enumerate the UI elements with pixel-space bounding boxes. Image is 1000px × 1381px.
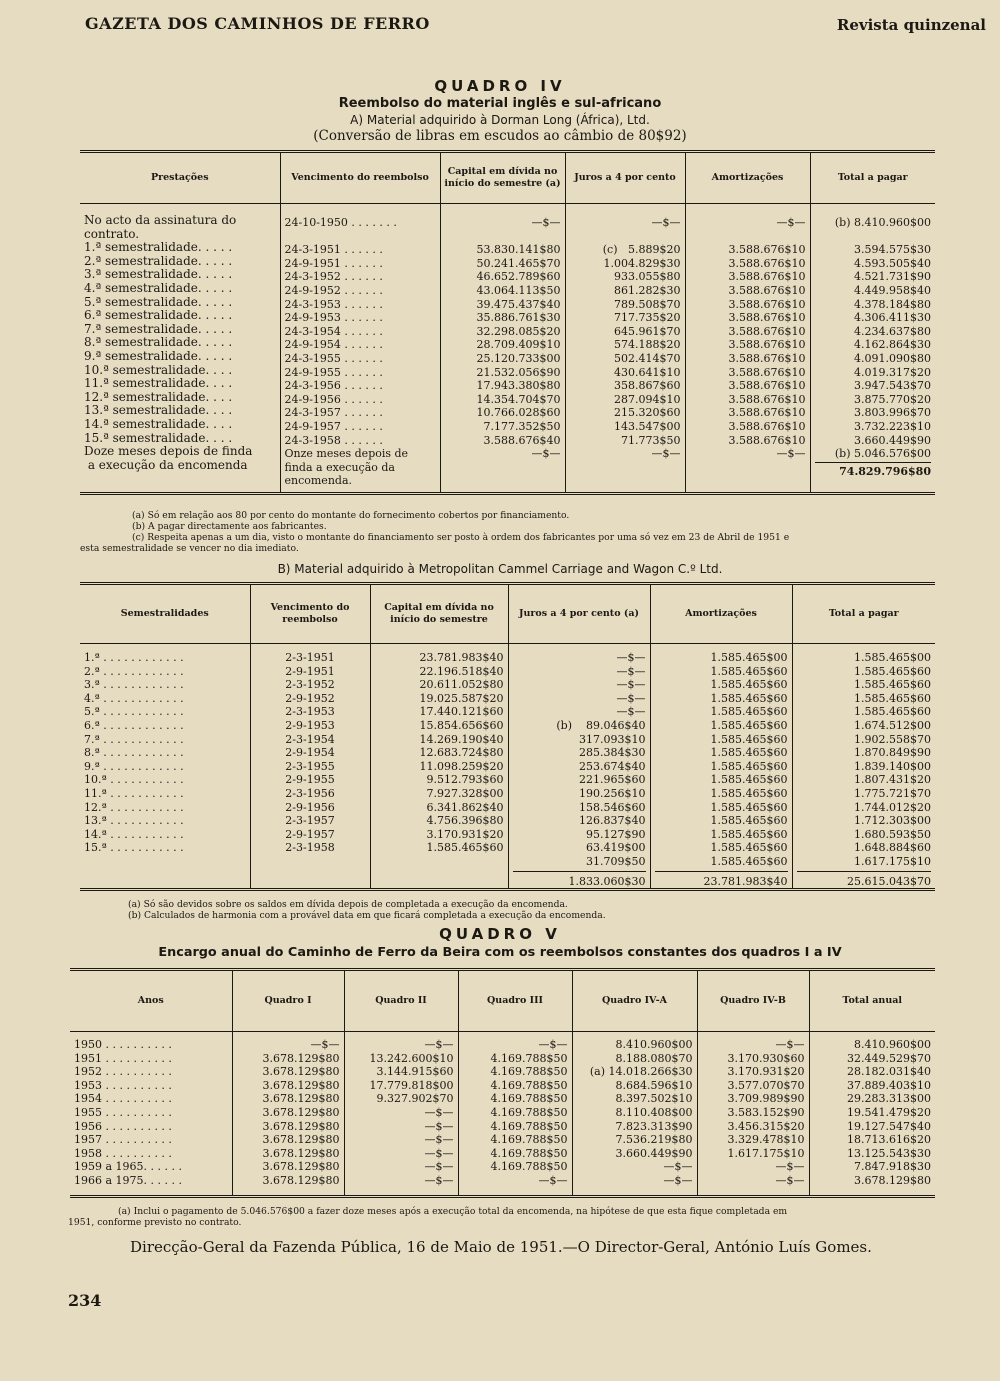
q4b-col-vencimento: 2-3-1951 2-9-1951 2-3-1952 2-9-1952 2-3-1953 2-9-1953 2-3-1954 2-9-1954 2-3-1955 2-9-1955 2-3-1956 2-9-1956 2-3-1957 2-9-1957 2-3-1958 xyxy=(250,644,370,890)
q4a-col-amortizacoes: —$— 3.588.676$10 3.588.676$10 3.588.676$10 3.588.676$10 3.588.676$10 3.588.676$10 3.588.676$10 3.588.676$10 3.588.676$10 3.588.676$10 3.588.676$10 3.588.676$10 3.588.676$10 3.588.676$10 3.588.676$10 —$— xyxy=(685,204,810,494)
journal-title: GAZETA DOS CAMINHOS DE FERRO xyxy=(85,14,430,33)
q4-conversion-note: (Conversão de libras em escudos ao câmbio de 80$92) xyxy=(313,128,687,144)
q5-col-quadro-i: —$— 3.678.129$80 3.678.129$80 3.678.129$80 3.678.129$80 3.678.129$80 3.678.129$80 3.678.129$80 3.678.129$80 3.678.129$80 3.678.129$80 xyxy=(232,1032,344,1197)
q4b-amort-values: 1.585.465$00 1.585.465$60 1.585.465$60 1.585.465$60 1.585.465$60 1.585.465$60 1.585.465$60 1.585.465$60 1.585.465$60 1.585.465$60 1.585.465$60 1.585.465$60 1.585.465$60 1.585.465$60 1.585.465$60 1.585.465$60 xyxy=(710,651,788,868)
q4-part-b-title: B) Material adquirido à Metropolitan Cammel Carriage and Wagon C.º Ltd. xyxy=(277,562,723,576)
q4a-col-total xyxy=(810,204,935,494)
q5-title: QUADRO V xyxy=(439,925,561,943)
q5-header-quadro-i: Quadro I xyxy=(232,970,344,1032)
q4b-header-capital: Capital em dívida no início do semestre xyxy=(370,584,508,644)
q5-header-anos: Anos xyxy=(137,995,164,1007)
q4b-total-amortizacoes: 23.781.983$40 xyxy=(655,871,788,889)
q4a-note-b: (b) A pagar directamente aos fabricantes. xyxy=(132,521,327,532)
q4a-header-amortizacoes: Amortizações xyxy=(685,152,810,204)
q4a-note-a: (a) Só em relação aos 80 por cento do montante do fornecimento cobertos por financiamento. xyxy=(132,510,570,521)
q5-header-quadro-ii: Quadro II xyxy=(344,970,458,1032)
q4b-total-juros: 1.833.060$30 xyxy=(513,871,646,889)
q4a-grand-total: 74.829.796$80 xyxy=(815,462,932,479)
q4a-header-capital: Capital em dívida no início do semestre (a) xyxy=(440,152,565,204)
q5-note-a-cont: 1951, conforme previsto no contrato. xyxy=(68,1217,242,1228)
q4b-note-a: (a) Só são devidos sobre os saldos em dívida depois de completada a execução da encomenda. xyxy=(128,899,568,910)
q4a-header-total: Total a pagar xyxy=(810,152,935,204)
q4a-footnotes xyxy=(80,510,790,554)
q5-col-quadro-ii: —$— 13.242.600$10 3.144.915$60 17.779.818$00 9.327.902$70 —$— —$— —$— —$— —$— —$— xyxy=(344,1032,458,1197)
q5-table xyxy=(70,968,935,1198)
q4b-grand-total: 25.615.043$70 xyxy=(797,871,932,889)
q4a-col-vencimento: 24-10-1950 . . . . . . . 24-3-1951 . . . . . . 24-9-1951 . . . . . . 24-3-1952 . . . . . . 24-9-1952 . . . . . . 24-3-1953 . . . . . . 24-9-1953 . . . . . . 24-3-1954 . . . . . . 24-9-1954 . . . . . . 24-3-1955 . . . . . . 24-9-1955 . . . . . . 24-3-1956 . . . . . . 24-9-1956 . . . . . . 24-3-1957 . . . . . . 24-9-1957 . . . . . . 24-3-1958 . . . . . . Onze meses depois de finda a execução da encomenda. xyxy=(280,204,440,494)
q5-subtitle: Encargo anual do Caminho de Ferro da Beira com os reembolsos constantes dos quadros I a IV xyxy=(158,945,842,960)
q4a-note-c: (c) Respeita apenas a um dia, visto o montante do financiamento ser posto à ordem dos fabricantes por uma só vez em 23 de Abril de 1951 e xyxy=(132,532,790,543)
q4a-col-capital: —$— 53.830.141$80 50.241.465$70 46.652.789$60 43.064.113$50 39.475.437$40 35.886.761$30 32.298.085$20 28.709.409$10 25.120.733$00 21.532.056$90 17.943.380$80 14.354.704$70 10.766.028$60 7.177.352$50 3.588.676$40 —$— xyxy=(440,204,565,494)
q4-subtitle: Reembolso do material inglês e sul-africano xyxy=(338,96,662,111)
signature-line: Direcção-Geral da Fazenda Pública, 16 de Maio de 1951.—O Director-Geral, António Luís Gomes. xyxy=(130,1238,872,1256)
q4b-note-b: (b) Calculados de harmonia com a provável data em que ficará completada a execução da encomenda. xyxy=(128,910,606,921)
q4b-col-capital: 23.781.983$40 22.196.518$40 20.611.052$80 19.025.587$20 17.440.121$60 15.854.656$60 14.269.190$40 12.683.724$80 11.098.259$20 9.512.793$60 7.927.328$00 6.341.862$40 4.756.396$80 3.170.931$20 1.585.465$60 xyxy=(370,644,508,890)
q5-header-total-anual: Total anual xyxy=(809,970,935,1032)
q4a-col-juros: —$— (c) 5.889$20 1.004.829$30 933.055$80 861.282$30 789.508$70 717.735$20 645.961$70 574.188$20 502.414$70 430.641$10 358.867$60 287.094$10 215.320$60 143.547$00 71.773$50 —$— xyxy=(565,204,685,494)
q5-col-quadro-iv-b: —$— 3.170.930$60 3.170.931$20 3.577.070$70 3.709.989$90 3.583.152$90 3.456.315$20 3.329.478$10 1.617.175$10 —$— —$— xyxy=(697,1032,809,1197)
q4a-header-prestacoes: Prestações xyxy=(150,172,209,184)
q5-col-total-anual: 8.410.960$00 32.449.529$70 28.182.031$40 37.889.403$10 29.283.313$00 19.541.479$20 19.127.547$40 18.713.616$20 13.125.543$30 7.847.918$30 3.678.129$80 xyxy=(809,1032,935,1197)
q4b-header-amortizacoes: Amortizações xyxy=(650,584,792,644)
journal-subtitle: Revista quinzenal xyxy=(836,16,986,34)
q4b-header-juros: Juros a 4 por cento (a) xyxy=(508,584,650,644)
q4b-juros-values: —$— —$— —$— —$— —$— (b) 89.046$40 317.093$10 285.384$30 253.674$40 221.965$60 190.256$10 158.546$60 126.837$40 95.127$90 63.419$00 31.709$50 xyxy=(556,651,646,868)
q5-footnotes xyxy=(68,1206,788,1228)
q5-note-a: (a) Inclui o pagamento de 5.046.576$00 a fazer doze meses após a execução total da encomenda, na hipótese de que esta fique completada em xyxy=(118,1206,788,1217)
q4b-header-semestralidades: Semestralidades xyxy=(120,608,209,620)
q4b-col-juros xyxy=(508,644,650,890)
q4b-col-semestralidades: 1.ª . . . . . . . . . . . . 2.ª . . . . . . . . . . . . 3.ª . . . . . . . . . . . . 4.ª . . . . . . . . . . . . 5.ª . . . . . . . . . . . . 6.ª . . . . . . . . . . . . 7.ª . . . . . . . . . . . . 8.ª . . . . . . . . . . . . 9.ª . . . . . . . . . . . . 10.ª . . . . . . . . . . . 11.ª . . . . . . . . . . . 12.ª . . . . . . . . . . . 13.ª . . . . . . . . . . . 14.ª . . . . . . . . . . . 15.ª . . . . . . . . . . . xyxy=(84,651,184,855)
q4a-header-vencimento: Vencimento do reembolso xyxy=(280,152,440,204)
q4b-header-vencimento: Vencimento do reembolso xyxy=(250,584,370,644)
q5-col-anos: 1950 . . . . . . . . . . 1951 . . . . . . . . . . 1952 . . . . . . . . . . 1953 . . . . . . . . . . 1954 . . . . . . . . . . 1955 . . . . . . . . . . 1956 . . . . . . . . . . 1957 . . . . . . . . . . 1958 . . . . . . . . . . 1959 a 1965. . . . . . 1966 a 1975. . . . . . xyxy=(74,1038,183,1187)
q5-col-quadro-iii: —$— 4.169.788$50 4.169.788$50 4.169.788$50 4.169.788$50 4.169.788$50 4.169.788$50 4.169.788$50 4.169.788$50 4.169.788$50 —$— xyxy=(458,1032,572,1197)
q4b-col-amortizacoes xyxy=(650,644,792,890)
q5-header-quadro-iv-a: Quadro IV-A xyxy=(572,970,697,1032)
q4b-col-total xyxy=(792,644,935,890)
q5-header-quadro-iv-b: Quadro IV-B xyxy=(697,970,809,1032)
q4-table-b xyxy=(80,582,935,891)
page-number: 234 xyxy=(68,1291,102,1310)
q4a-header-juros: Juros a 4 por cento xyxy=(565,152,685,204)
q4b-total-values: 1.585.465$00 1.585.465$60 1.585.465$60 1.585.465$60 1.585.465$60 1.674.512$00 1.902.558$70 1.870.849$90 1.839.140$00 1.807.431$20 1.775.721$70 1.744.012$20 1.712.303$00 1.680.593$50 1.648.884$60 1.617.175$10 xyxy=(854,651,931,868)
q5-col-quadro-iv-a: 8.410.960$00 8.188.080$70 (a) 14.018.266$30 8.684.596$10 8.397.502$10 8.110.408$00 7.823.313$90 7.536.219$80 3.660.449$90 —$— —$— xyxy=(572,1032,697,1197)
q4a-total-values: (b) 8.410.960$00 3.594.575$30 4.593.505$40 4.521.731$90 4.449.958$40 4.378.184$80 4.306.411$30 4.234.637$80 4.162.864$30 4.091.090$80 4.019.317$20 3.947.543$70 3.875.770$20 3.803.996$70 3.732.223$10 3.660.449$90 (b) 5.046.576$00 xyxy=(834,216,931,461)
q4a-col-prestacoes: No acto da assinatura do contrato. 1.ª semestralidade. . . . . 2.ª semestralidade. . . . . 3.ª semestralidade. . . . . 4.ª semestralidade. . . . . 5.ª semestralidade. . . . . 6.ª semestralidade. . . . . 7.ª semestralidade. . . . . 8.ª semestralidade. . . . . 9.ª semestralidade. . . . . 10.ª semestralidade. . . . 11.ª semestralidade. . . . 12.ª semestralidade. . . . 13.ª semestralidade. . . . 14.ª semestralidade. . . . 15.ª semestralidade. . . . Doze meses depois de finda a execução da encomenda xyxy=(84,213,253,472)
q4b-footnotes xyxy=(128,899,606,921)
q5-header-quadro-iii: Quadro III xyxy=(458,970,572,1032)
q4-table-a xyxy=(80,150,935,495)
q4b-header-total: Total a pagar xyxy=(792,584,935,644)
q4-title: QUADRO IV xyxy=(434,77,566,95)
q4a-note-c-cont: esta semestralidade se vencer no dia imediato. xyxy=(80,543,299,554)
q4-part-a-title: A) Material adquirido à Dorman Long (África), Ltd. xyxy=(350,113,650,127)
